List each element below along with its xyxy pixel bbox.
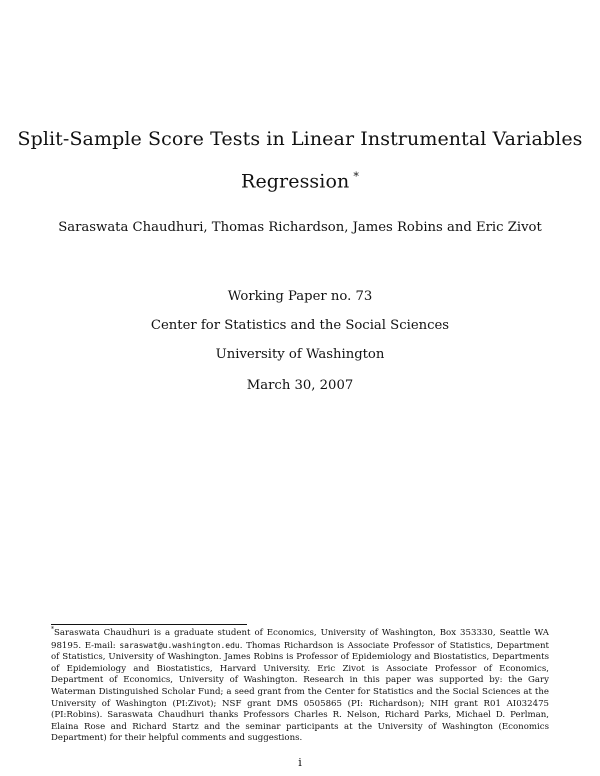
title-line-1: Split-Sample Score Tests in Linear Instrumental Variables [17, 128, 583, 150]
footnote-rule [51, 624, 247, 625]
author-list: Saraswata Chaudhuri, Thomas Richardson, James Robins and Eric Zivot [58, 220, 542, 235]
footnote-text-part1: Saraswata Chaudhuri is a graduate student of Economics, University of Washington, Box 353330, Seattle WA 98195. E-mail: [51, 628, 549, 651]
footnote-email: saraswat@u.washington.edu [119, 640, 240, 650]
footnote [51, 628, 549, 745]
university-name: University of Washington [215, 347, 385, 362]
center-name: Center for Statistics and the Social Sciences [150, 318, 450, 333]
title-footnote-mark: * [353, 170, 359, 183]
footnote-mark: * [51, 626, 54, 634]
title-line-2-text: Regression [241, 170, 350, 193]
working-paper-number: Working Paper no. 73 [227, 289, 373, 304]
paper-date: March 30, 2007 [246, 378, 354, 393]
title-line-2 [0, 170, 600, 192]
page-number: i [298, 756, 302, 769]
footnote-text-part2: . Thomas Richardson is Associate Professor of Statistics, Department of Statistics, University of Washington. James Robins is Professor of Epidemiology and Biostatistics, Departments of Epidemiology and Biostatistics, Harvard University. Eric Zivot is Associate Professor of Economics, Department of Economics, University of Washington. Research in this paper was supported by: the Gary Waterman Distinguished Scholar Fund; a seed grant from the Center for Statistics and the Social Sciences at the University of Washington (PI:Zivot); NSF grant DMS 0505865 (PI: Richardson); NIH grant R01 AI032475 (PI:Robins). Saraswata Chaudhuri thanks Professors Charles R. Nelson, Richard Parks, Michael D. Perlman, Elaina Rose and Richard Startz and the seminar participants at the University of Washington (Economics Department) for their helpful comments and suggestions. [51, 640, 549, 744]
